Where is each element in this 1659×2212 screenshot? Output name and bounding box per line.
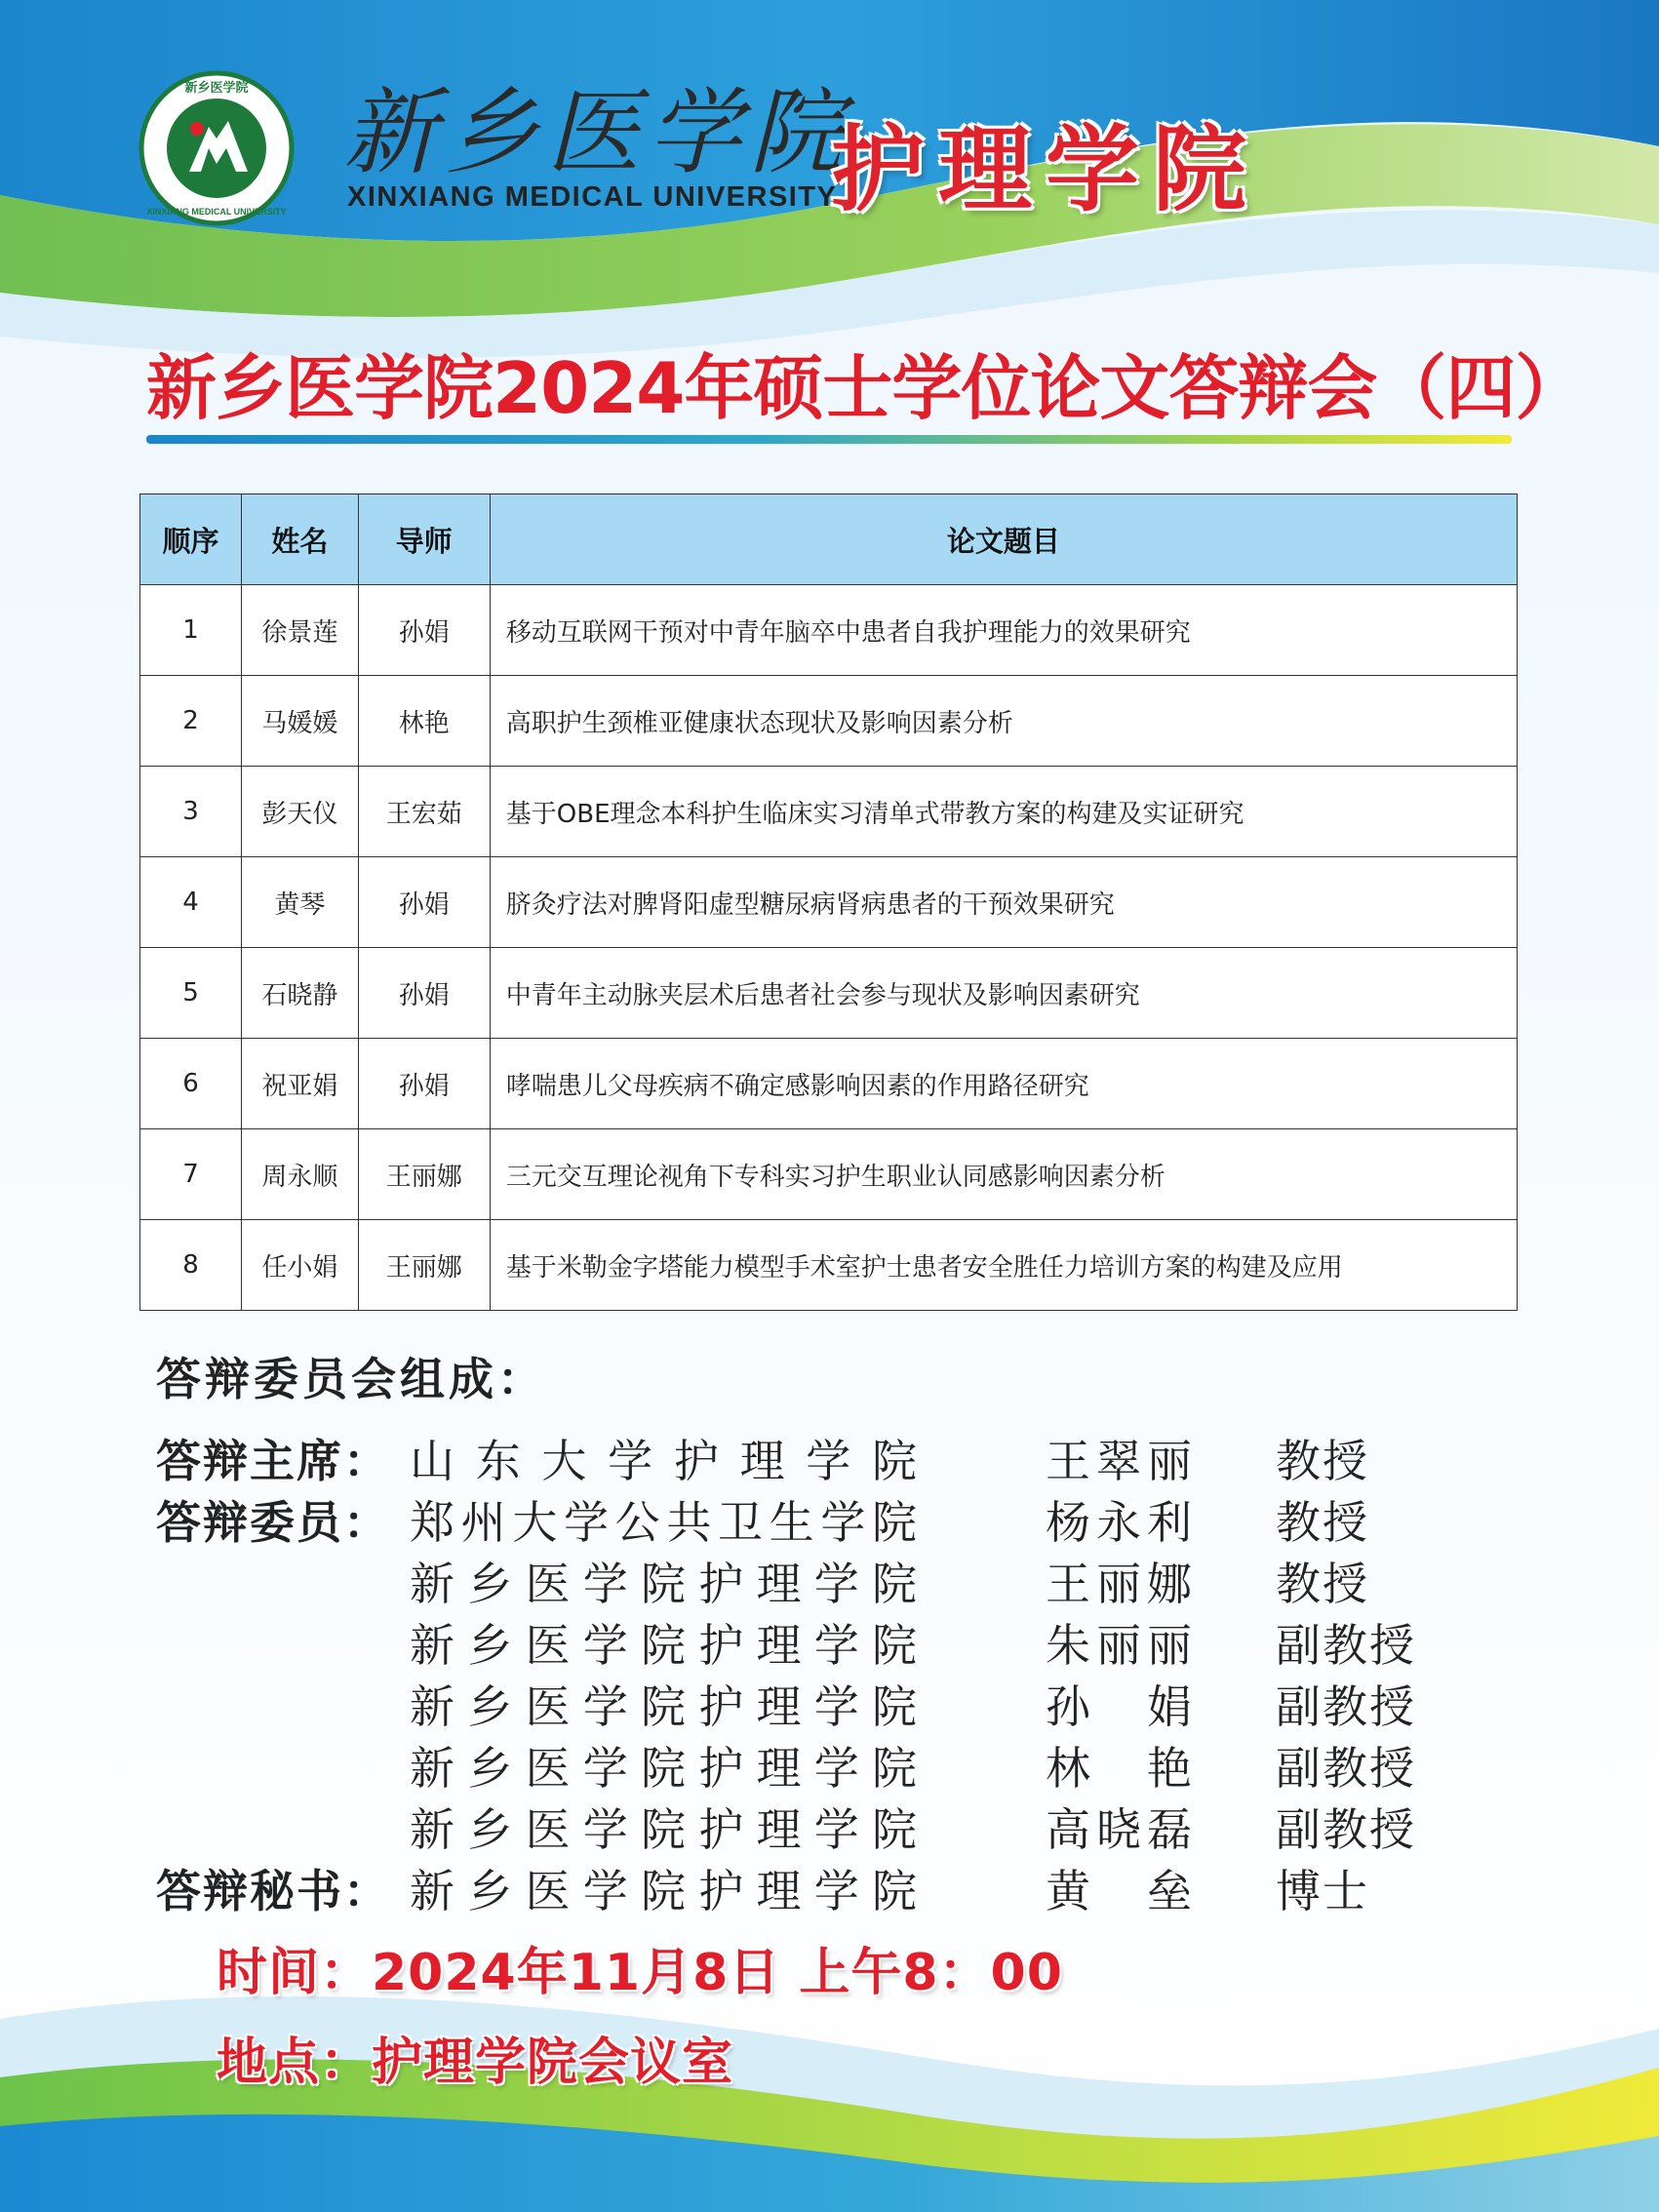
member-title: 副教授 (1276, 1619, 1416, 1672)
row-number: 4 (140, 857, 242, 948)
university-name-en: XINXIANG MEDICAL UNIVERSITY (347, 181, 838, 213)
table-row (140, 585, 1518, 676)
student-name: 徐景莲 (241, 585, 358, 676)
title-underline (146, 435, 1512, 444)
header-order: 顺序 (140, 494, 242, 585)
member-title: 教授 (1276, 1496, 1369, 1549)
svg-text:新乡医学院: 新乡医学院 (184, 81, 249, 96)
table-row (140, 948, 1518, 1039)
committee-heading: 答辩委员会组成： (156, 1353, 546, 1405)
student-name: 彭天仪 (241, 767, 358, 857)
member-name: 林艳 (1046, 1742, 1192, 1795)
member-institution: 新乡医学院护理学院 (410, 1803, 917, 1856)
committee-member (156, 1426, 1521, 1487)
member-name: 朱丽丽 (1046, 1619, 1192, 1672)
student-name: 石晓静 (241, 948, 358, 1039)
page-title: 新乡医学院2024年硕士学位论文答辩会（四） (146, 347, 1585, 429)
committee-member (156, 1733, 1521, 1795)
member-title: 副教授 (1276, 1680, 1416, 1733)
member-name: 孙娟 (1046, 1680, 1192, 1733)
advisor-name: 王丽娜 (358, 1129, 490, 1220)
advisor-name: 孙娟 (358, 585, 490, 676)
advisor-name: 王宏茹 (358, 767, 490, 857)
thesis-topic: 基于米勒金字塔能力模型手术室护士患者安全胜任力培训方案的构建及应用 (490, 1220, 1517, 1311)
row-number: 3 (140, 767, 242, 857)
event-time: 时间：2024年11月8日 上午8：00 (217, 1944, 1063, 2002)
member-name: 黄垒 (1046, 1865, 1192, 1917)
member-institution: 郑州大学公共卫生学院 (410, 1496, 917, 1549)
committee-member (156, 1672, 1521, 1733)
member-title: 副教授 (1276, 1742, 1416, 1795)
row-number: 1 (140, 585, 242, 676)
committee-member (156, 1795, 1521, 1856)
member-title: 教授 (1276, 1435, 1369, 1487)
member-title: 副教授 (1276, 1803, 1416, 1856)
member-institution: 新乡医学院护理学院 (410, 1865, 917, 1917)
advisor-name: 孙娟 (358, 948, 490, 1039)
svg-text:XINXIANG MEDICAL UNIVERSITY: XINXIANG MEDICAL UNIVERSITY (146, 207, 287, 217)
student-name: 黄琴 (241, 857, 358, 948)
row-number: 2 (140, 676, 242, 767)
advisor-name: 孙娟 (358, 857, 490, 948)
member-institution: 新乡医学院护理学院 (410, 1742, 917, 1795)
thesis-topic: 脐灸疗法对脾肾阳虚型糖尿病肾病患者的干预效果研究 (490, 857, 1517, 948)
thesis-topic: 基于OBE理念本科护生临床实习清单式带教方案的构建及实证研究 (490, 767, 1517, 857)
student-name: 马媛媛 (241, 676, 358, 767)
committee-member (156, 1856, 1521, 1915)
member-institution: 新乡医学院护理学院 (410, 1619, 917, 1672)
table-row (140, 767, 1518, 857)
member-name: 杨永利 (1046, 1496, 1192, 1549)
row-number: 7 (140, 1129, 242, 1220)
committee-member (156, 1549, 1521, 1610)
member-institution: 新乡医学院护理学院 (410, 1680, 917, 1733)
header-topic: 论文题目 (490, 494, 1517, 585)
thesis-topic: 移动互联网干预对中青年脑卒中患者自我护理能力的效果研究 (490, 585, 1517, 676)
header-advisor: 导师 (358, 494, 490, 585)
member-title: 教授 (1276, 1558, 1369, 1610)
advisor-name: 林艳 (358, 676, 490, 767)
committee-member (156, 1487, 1521, 1549)
row-number: 8 (140, 1220, 242, 1311)
student-name: 任小娟 (241, 1220, 358, 1311)
student-name: 周永顺 (241, 1129, 358, 1220)
thesis-topic: 中青年主动脉夹层术后患者社会参与现状及影响因素研究 (490, 948, 1517, 1039)
member-title: 博士 (1276, 1865, 1369, 1917)
university-logo-icon (138, 70, 295, 226)
table-header-row (140, 494, 1518, 585)
member-institution: 山东大学护理学院 (410, 1435, 917, 1487)
thesis-topic: 高职护生颈椎亚健康状态现状及影响因素分析 (490, 676, 1517, 767)
member-name: 高晓磊 (1046, 1803, 1192, 1856)
member-name: 王翠丽 (1046, 1435, 1192, 1487)
event-place: 地点：护理学院会议室 (217, 2034, 734, 2092)
member-role: 答辩委员： (156, 1496, 390, 1549)
table-row (140, 857, 1518, 948)
thesis-table (139, 494, 1518, 1311)
row-number: 6 (140, 1039, 242, 1129)
table-row (140, 1039, 1518, 1129)
university-name-cn: 新乡医学院 (343, 78, 850, 187)
table-row (140, 1220, 1518, 1311)
advisor-name: 王丽娜 (358, 1220, 490, 1311)
table-row (140, 1129, 1518, 1220)
department-name: 护理学院 (831, 115, 1260, 224)
table-row (140, 676, 1518, 767)
student-name: 祝亚娟 (241, 1039, 358, 1129)
row-number: 5 (140, 948, 242, 1039)
advisor-name: 孙娟 (358, 1039, 490, 1129)
thesis-topic: 三元交互理论视角下专科实习护生职业认同感影响因素分析 (490, 1129, 1517, 1220)
member-role: 答辩秘书： (156, 1865, 390, 1917)
committee-member (156, 1610, 1521, 1672)
member-institution: 新乡医学院护理学院 (410, 1558, 917, 1610)
header-name: 姓名 (241, 494, 358, 585)
member-name: 王丽娜 (1046, 1558, 1192, 1610)
thesis-topic: 哮喘患儿父母疾病不确定感影响因素的作用路径研究 (490, 1039, 1517, 1129)
member-role: 答辩主席： (156, 1435, 390, 1487)
